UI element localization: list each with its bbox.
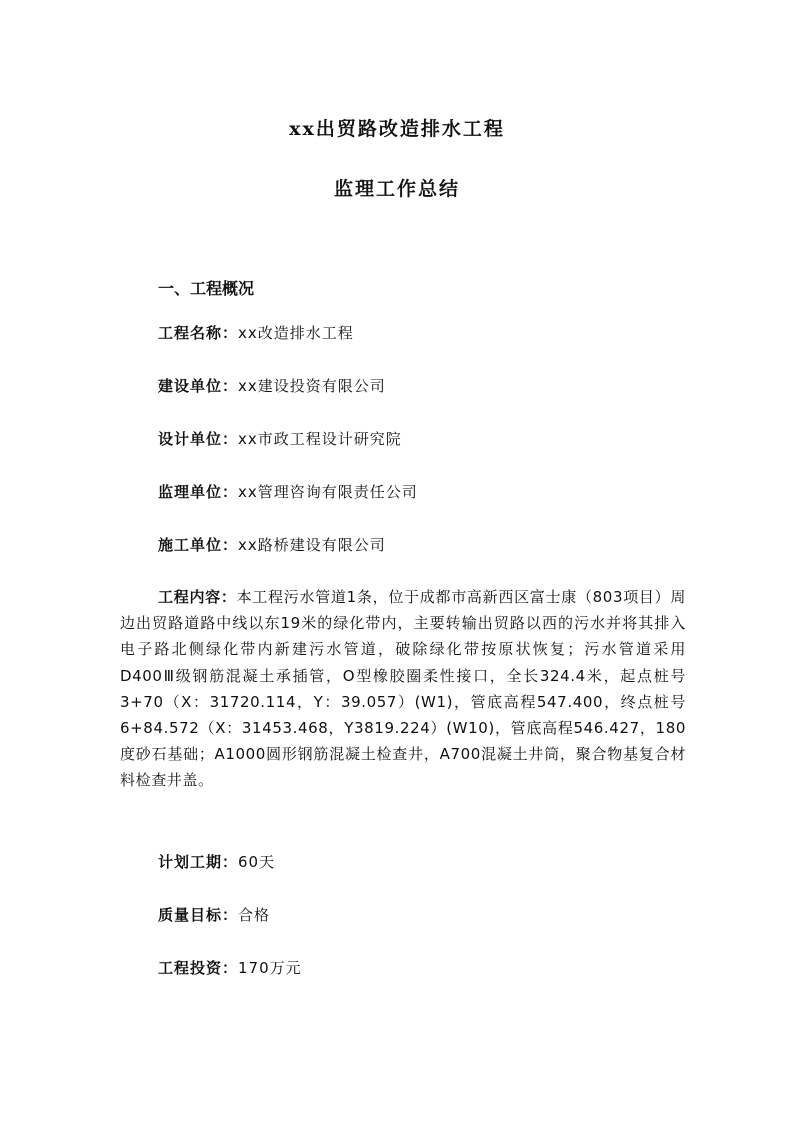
field-constructor [158,534,386,555]
content-text: 本工程污水管道1条，位于成都市高新西区富士康（803项目）周边出贸路道路中线以东19米的绿化带内，主要转输出贸路以西的污水并将其排入电子路北侧绿化带内新建污水管道，破除绿化带按原状恢复；污水管道采用D400Ⅲ级钢筋混凝土承插管，O型橡胶圈柔性接口，全长324.4米，起点桩号3+70（X：31720.114，Y：39.057）(W1)，管底高程547.400，终点桩号6+84.572（X：31453.468，Y3819.224）(W10)，管底高程546.427，180度砂石基础；A1000圆形钢筋混凝土检查井，A700混凝土井筒，聚合物基复合材料检查井盖。 [120,588,686,790]
document-title: xx出贸路改造排水工程 [289,118,505,140]
field-value: 合格 [238,906,271,924]
field-investment [158,957,302,978]
field-label: 计划工期： [158,853,239,871]
field-designer [158,428,402,449]
field-value: xx管理咨询有限责任公司 [238,483,418,501]
field-value: 60天 [238,853,276,871]
field-label: 工程名称： [158,324,239,342]
field-label: 施工单位： [158,536,239,554]
field-project-name [158,322,354,343]
field-value: 170万元 [238,959,302,977]
project-content-paragraph [120,584,686,794]
content-label: 工程内容： [158,588,237,606]
field-value: xx改造排水工程 [238,324,354,342]
field-label: 建设单位： [158,377,239,395]
section-heading-overview: 一、工程概况 [158,279,255,298]
field-label: 质量目标： [158,906,239,924]
field-supervisor [158,481,418,502]
field-value: xx路桥建设有限公司 [238,536,386,554]
field-quality [158,904,270,925]
field-schedule [158,851,275,872]
document-subtitle: 监理工作总结 [333,178,460,200]
field-label: 工程投资： [158,959,239,977]
field-builder [158,375,386,396]
field-value: xx建设投资有限公司 [238,377,386,395]
field-value: xx市政工程设计研究院 [238,430,402,448]
field-label: 设计单位： [158,430,239,448]
field-label: 监理单位： [158,483,239,501]
